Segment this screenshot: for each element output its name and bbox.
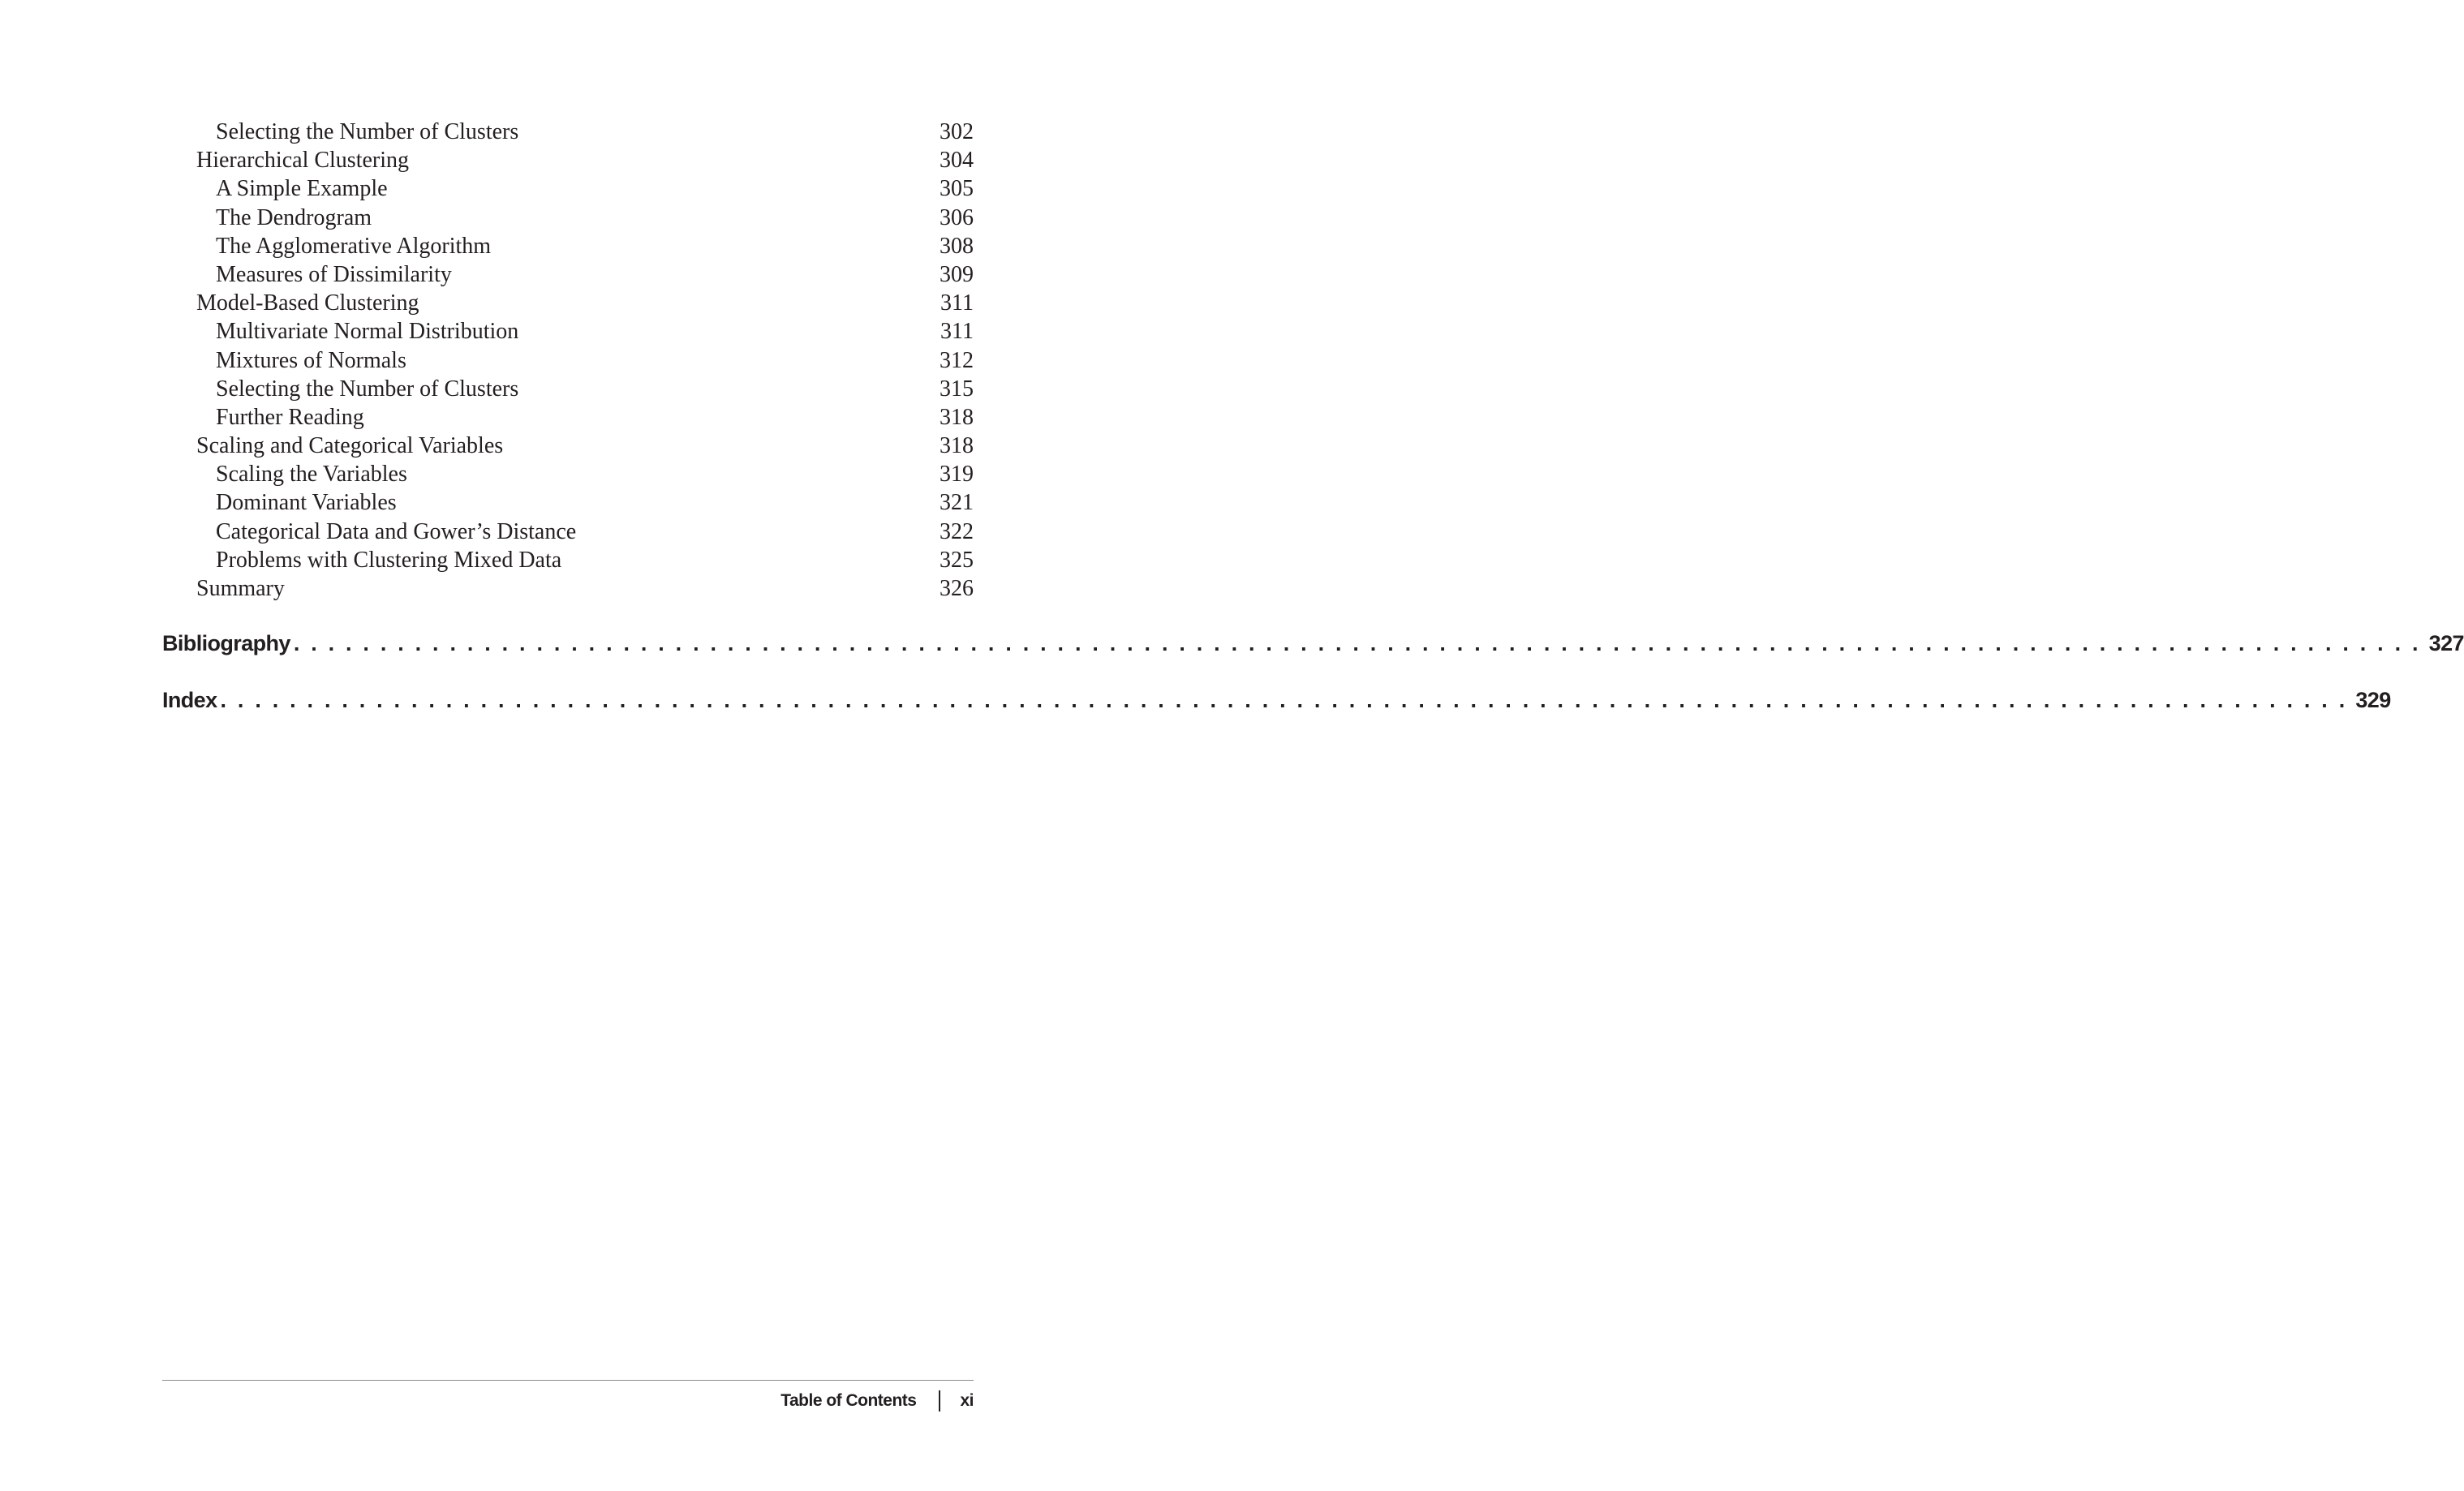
toc-entry-title: Hierarchical Clustering [196,148,410,174]
toc-entry[interactable] [162,174,974,203]
footer-divider [162,1380,974,1381]
toc-entry-page: 304 [940,148,974,174]
toc-entry-title: The Dendrogram [216,204,372,230]
footer-section-title: Table of Contents [780,1391,917,1410]
toc-entry[interactable] [162,432,974,460]
toc-entry-page: 311 [940,290,974,316]
toc-entry[interactable] [162,488,974,517]
toc-entry[interactable] [162,204,974,232]
toc-entry-title: Multivariate Normal Distribution [216,319,519,345]
toc-entry[interactable] [162,346,974,375]
toc-entry-title: Measures of Dissimilarity [216,261,452,287]
toc-entry-title: Mixtures of Normals [216,347,406,373]
toc-entry-page: 319 [940,462,974,488]
toc-entry-title: Scaling the Variables [216,462,407,488]
toc-entry[interactable] [162,403,974,432]
toc-entry-page: 311 [940,319,974,345]
toc-entry-title: Selecting the Number of Clusters [216,119,519,144]
toc-chapter-title: Index [162,688,217,713]
toc-entry-title: Summary [196,576,285,601]
toc-chapter-bibliography[interactable] [162,627,2464,660]
toc-entry-page: 325 [940,547,974,573]
toc-entry-page: 315 [940,376,974,402]
footer-separator [939,1390,940,1412]
toc-entry[interactable] [162,460,974,488]
footer-page-number: xi [960,1391,974,1410]
dot-leader: . . . . . . . . . . . . . . . . . . . . . . . . . . . . . . . . . . . . . . . . . . . . . . . . . . . . . . . . . . . . . . . . . . . . . . . . . . . . . . . . . . . . . . . . . . . . . . . . . . . . . . . . . . . . . . . . . . . . . . . . . . . [293,631,2421,656]
toc-entry-title: Scaling and Categorical Variables [196,433,504,459]
toc-entry-page: 302 [940,119,974,144]
toc-chapter-page: 329 [2355,688,2391,713]
toc-entry-title: A Simple Example [216,176,388,202]
table-of-contents [162,118,2464,716]
toc-entry-title: Model-Based Clustering [196,290,419,316]
toc-entry[interactable] [162,118,974,146]
toc-entry[interactable] [162,232,974,260]
toc-entry-page: 305 [940,176,974,202]
toc-entry[interactable] [162,375,974,403]
toc-entry-page: 321 [940,490,974,516]
dot-leader: . . . . . . . . . . . . . . . . . . . . . . . . . . . . . . . . . . . . . . . . . . . . . . . . . . . . . . . . . . . . . . . . . . . . . . . . . . . . . . . . . . . . . . . . . . . . . . . . . . . . . . . . . . . . . . . . . . . . . . . . . . . [220,688,2348,713]
toc-entry-page: 318 [940,404,974,430]
page-footer [780,1387,974,1415]
toc-entry-page: 326 [940,576,974,601]
toc-entry-page: 309 [940,261,974,287]
toc-entry-page: 306 [940,204,974,230]
toc-entry[interactable] [162,289,974,317]
toc-entry[interactable] [162,546,974,574]
toc-entry-title: Further Reading [216,404,364,430]
toc-entry[interactable] [162,518,974,546]
toc-entry-title: Selecting the Number of Clusters [216,376,519,402]
toc-entry-title: Categorical Data and Gower’s Distance [216,518,577,544]
toc-entry[interactable] [162,574,974,603]
toc-entry-title: Dominant Variables [216,490,397,516]
toc-entry[interactable] [162,317,974,346]
toc-entry-title: Problems with Clustering Mixed Data [216,547,562,573]
toc-chapter-title: Bibliography [162,631,290,656]
toc-entry-title: The Agglomerative Algorithm [216,233,492,259]
toc-entry[interactable] [162,260,974,289]
toc-entry-page: 322 [940,518,974,544]
toc-entry[interactable] [162,146,974,174]
toc-entry-page: 308 [940,233,974,259]
toc-entry-page: 312 [940,347,974,373]
toc-chapter-page: 327 [2428,631,2464,656]
toc-chapter-index[interactable] [162,684,2391,716]
toc-entry-page: 318 [940,433,974,459]
